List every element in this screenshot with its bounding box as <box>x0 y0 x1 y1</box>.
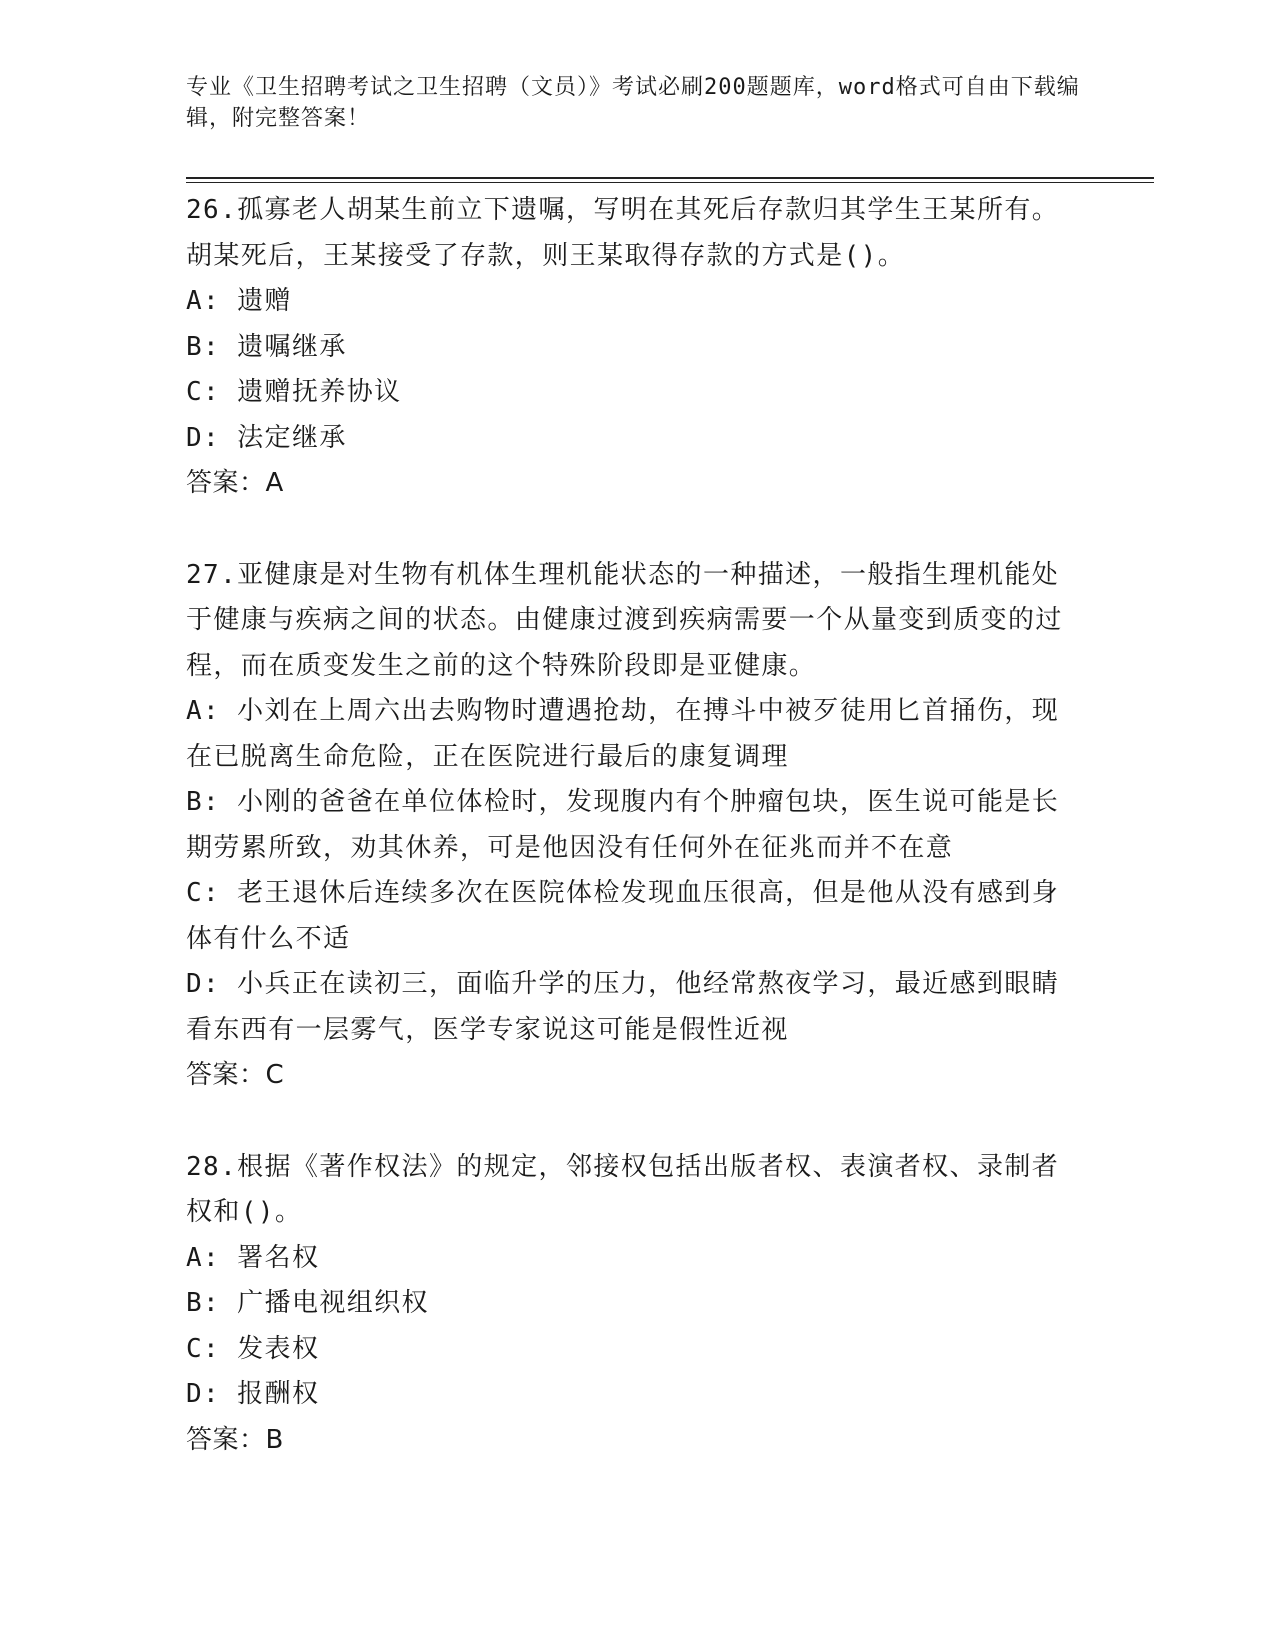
answer-line: 答案：A <box>186 468 284 498</box>
option-b: B: 小刚的爸爸在单位体检时，发现腹内有个肿瘤包块，医生说可能是长期劳累所致，劝其休养，可是他因没有任何外在征兆而并不在意 <box>186 787 1060 863</box>
header-divider-thin <box>186 182 1154 183</box>
header-divider-thick <box>186 177 1154 179</box>
option-d: D: 报酬权 <box>186 1379 320 1409</box>
option-b: B: 广播电视组织权 <box>186 1288 429 1318</box>
option-d: D: 小兵正在读初三，面临升学的压力，他经常熬夜学习，最近感到眼睛看东西有一层雾气，医学专家说这可能是假性近视 <box>186 969 1060 1045</box>
option-a: A: 遗赠 <box>186 286 292 316</box>
option-d: D: 法定继承 <box>186 422 347 453</box>
answer-line: 答案：B <box>186 1424 284 1455</box>
question-27 <box>186 553 1086 1099</box>
option-c: C: 遗赠抚养协议 <box>186 377 402 407</box>
option-b: B: 遗嘱继承 <box>186 331 347 362</box>
question-26 <box>186 188 1086 507</box>
option-c: C: 老王退休后连续多次在医院体检发现血压很高，但是他从没有感到身体有什么不适 <box>186 878 1060 954</box>
question-list <box>186 188 1086 1509</box>
option-a: A: 小刘在上周六出去购物时遭遇抢劫，在搏斗中被歹徒用匕首捅伤，现在已脱离生命危险，正在医院进行最后的康复调理 <box>186 696 1060 772</box>
question-stem: 27.亚健康是对生物有机体生理机能状态的一种描述，一般指生理机能处于健康与疾病之间的状态。由健康过渡到疾病需要一个从量变到质变的过程，而在质变发生之前的这个特殊阶段即是亚健康。 <box>186 559 1063 681</box>
question-stem: 28.根据《著作权法》的规定，邻接权包括出版者权、表演者权、录制者权和()。 <box>186 1151 1060 1227</box>
option-c: C: 发表权 <box>186 1333 320 1364</box>
answer-line: 答案：C <box>186 1060 285 1090</box>
question-28 <box>186 1145 1086 1464</box>
question-stem: 26.孤寡老人胡某生前立下遗嘱，写明在其死后存款归其学生王某所有。胡某死后，王某接受了存款，则王某取得存款的方式是()。 <box>186 195 1060 271</box>
document-header: 专业《卫生招聘考试之卫生招聘（文员）》考试必刷200题题库，word格式可自由下载编辑，附完整答案！ <box>186 75 1080 131</box>
option-a: A: 署名权 <box>186 1242 320 1273</box>
